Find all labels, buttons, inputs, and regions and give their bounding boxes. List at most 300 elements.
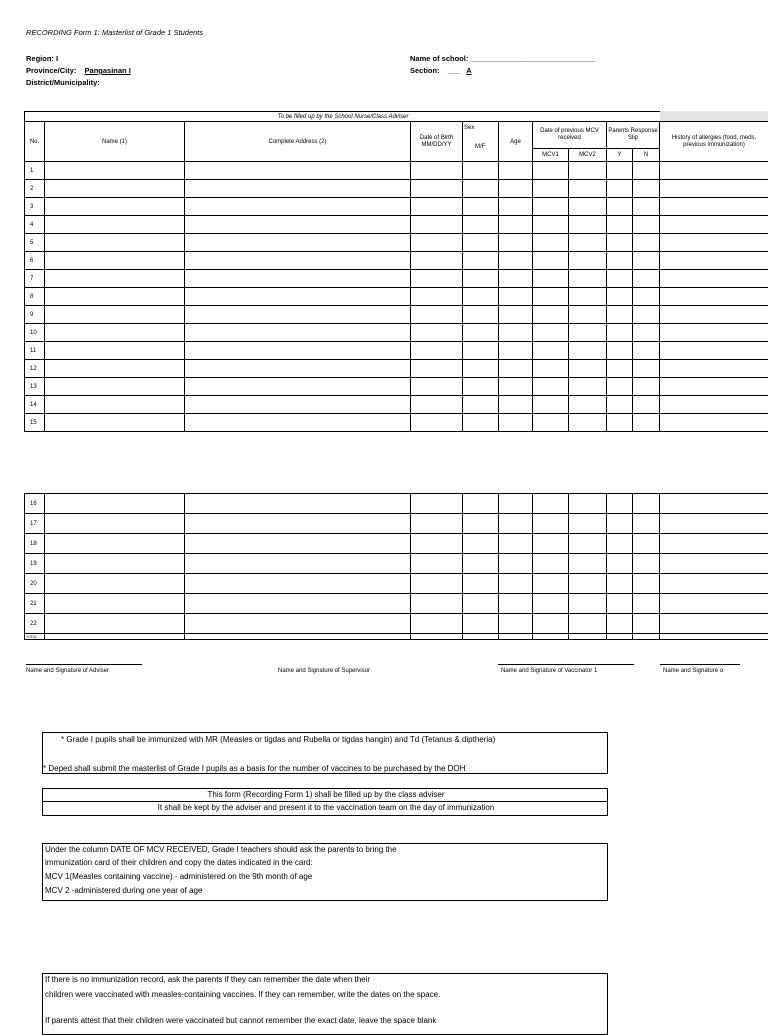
row-number: 17 [25, 514, 45, 534]
table-row [25, 234, 768, 252]
table-cell[interactable] [533, 180, 569, 198]
table-cell[interactable] [463, 414, 499, 432]
row-number: 13 [25, 378, 45, 396]
table-cell[interactable] [569, 554, 607, 574]
table-cell[interactable] [185, 396, 411, 414]
table-cell[interactable] [45, 234, 185, 252]
province-value: Pangasinan I [85, 66, 131, 75]
table-cell[interactable] [499, 270, 533, 288]
table-cell[interactable] [660, 180, 768, 198]
table-cell[interactable] [660, 534, 768, 554]
table-cell[interactable] [660, 514, 768, 534]
table-cell[interactable] [411, 634, 463, 640]
section-label: Section: [410, 66, 440, 75]
extra-signature-label: Name and Signature o [663, 668, 723, 674]
table-cell[interactable] [607, 342, 633, 360]
table-cell[interactable] [533, 198, 569, 216]
table-cell[interactable] [45, 494, 185, 514]
vaccinator-signature-label: Name and Signature of Vaccinator 1 [501, 668, 597, 674]
table-cell[interactable] [607, 514, 633, 534]
table-row [25, 252, 768, 270]
table-row [25, 378, 768, 396]
table-cell[interactable] [633, 494, 660, 514]
table-cell[interactable] [633, 198, 660, 216]
row-number: 5 [25, 234, 45, 252]
table-cell[interactable] [411, 614, 463, 634]
table-cell[interactable] [607, 554, 633, 574]
table-cell[interactable] [499, 234, 533, 252]
table-cell[interactable] [411, 342, 463, 360]
table-cell[interactable] [463, 216, 499, 234]
col-mcv-header: Date of previous MCV received [533, 122, 607, 149]
col-allergies-header: History of allergies (food, meds, previous immunization) [660, 122, 768, 162]
table-cell[interactable] [45, 198, 185, 216]
table-cell[interactable] [463, 634, 499, 640]
table-cell[interactable] [463, 252, 499, 270]
table-cell[interactable] [533, 324, 569, 342]
table-cell[interactable] [533, 252, 569, 270]
table-cell[interactable] [463, 574, 499, 594]
table-cell[interactable] [463, 162, 499, 180]
record-instruction-box [42, 973, 608, 1035]
table-cell[interactable] [633, 180, 660, 198]
table-cell[interactable] [411, 270, 463, 288]
table-cell[interactable] [533, 574, 569, 594]
table-row [25, 216, 768, 234]
table-cell[interactable] [660, 554, 768, 574]
form-instruction-box [42, 788, 608, 816]
table-row [25, 360, 768, 378]
table-cell[interactable] [660, 162, 768, 180]
table-cell[interactable] [607, 288, 633, 306]
table-caption: To be filled up by the School Nurse/Class Adviser [24, 111, 662, 122]
table-cell[interactable] [45, 306, 185, 324]
table-cell[interactable] [45, 574, 185, 594]
table-cell[interactable] [633, 252, 660, 270]
table-cell[interactable] [499, 514, 533, 534]
table-cell[interactable] [185, 306, 411, 324]
students-table-bottom [24, 493, 768, 640]
table-cell[interactable] [633, 216, 660, 234]
table-cell[interactable] [633, 360, 660, 378]
table-cell[interactable] [411, 288, 463, 306]
table-cell[interactable] [633, 614, 660, 634]
table-cell[interactable] [45, 216, 185, 234]
table-cell[interactable] [463, 270, 499, 288]
table-row [25, 342, 768, 360]
table-cell[interactable] [607, 306, 633, 324]
table-cell[interactable] [660, 396, 768, 414]
table-cell[interactable] [533, 534, 569, 554]
table-cell[interactable] [607, 216, 633, 234]
table-cell[interactable] [463, 324, 499, 342]
adviser-signature-line [26, 664, 142, 665]
mcv-line-2: immunization card of their children and copy the dates indicated in the card: [45, 858, 313, 867]
table-cell[interactable] [533, 554, 569, 574]
table-cell[interactable] [633, 162, 660, 180]
table-cell[interactable] [633, 306, 660, 324]
table-cell[interactable] [607, 534, 633, 554]
table-cell[interactable] [499, 594, 533, 614]
table-cell[interactable] [533, 162, 569, 180]
table-cell[interactable] [660, 270, 768, 288]
table-cell[interactable] [660, 288, 768, 306]
table-cell[interactable] [499, 342, 533, 360]
table-cell[interactable] [463, 198, 499, 216]
row-number: 21 [25, 594, 45, 614]
table-cell[interactable] [607, 414, 633, 432]
table-cell[interactable] [660, 378, 768, 396]
table-cell[interactable] [633, 574, 660, 594]
row-number: 1 [25, 162, 45, 180]
row-number: 7 [25, 270, 45, 288]
table-cell[interactable] [185, 180, 411, 198]
table-cell[interactable] [607, 574, 633, 594]
table-cell[interactable] [499, 198, 533, 216]
table-cell[interactable] [499, 614, 533, 634]
table-row [25, 162, 768, 180]
mcv-instruction-box [42, 843, 608, 901]
table-cell[interactable] [533, 342, 569, 360]
table-cell[interactable] [185, 288, 411, 306]
table-cell[interactable] [499, 414, 533, 432]
table-cell[interactable] [633, 270, 660, 288]
table-cell[interactable] [185, 342, 411, 360]
table-cell[interactable] [607, 614, 633, 634]
table-cell[interactable] [45, 180, 185, 198]
table-cell[interactable] [569, 234, 607, 252]
table-cell[interactable] [569, 306, 607, 324]
table-cell[interactable] [463, 396, 499, 414]
table-cell[interactable] [411, 494, 463, 514]
table-cell[interactable] [463, 534, 499, 554]
col-no-header: No. [25, 122, 45, 162]
table-cell[interactable] [533, 494, 569, 514]
table-cell[interactable] [185, 594, 411, 614]
table-cell[interactable] [463, 180, 499, 198]
table-cell[interactable] [633, 342, 660, 360]
table-cell[interactable] [499, 378, 533, 396]
table-cell[interactable] [569, 180, 607, 198]
table-cell[interactable] [633, 594, 660, 614]
table-cell[interactable] [607, 198, 633, 216]
table-row [25, 514, 768, 534]
form-title: RECORDING Form 1: Masterlist of Grade 1 Students [26, 28, 203, 37]
section-line [410, 66, 472, 75]
table-cell[interactable] [660, 342, 768, 360]
vaccinator-signature-line [498, 664, 634, 665]
table-cell[interactable] [411, 198, 463, 216]
row-number: 2 [25, 180, 45, 198]
table-cell[interactable] [499, 534, 533, 554]
table-cell[interactable] [45, 534, 185, 554]
table-cell[interactable] [569, 534, 607, 554]
table-cell[interactable] [607, 252, 633, 270]
table-cell[interactable] [185, 360, 411, 378]
row-number: 8 [25, 288, 45, 306]
table-cell[interactable] [569, 594, 607, 614]
table-cell[interactable] [463, 306, 499, 324]
section-blank: ___ [448, 66, 461, 75]
table-cell[interactable] [533, 288, 569, 306]
table-cell[interactable] [533, 306, 569, 324]
table-cell[interactable] [569, 396, 607, 414]
students-table-top [24, 121, 768, 432]
row-number: 16 [25, 494, 45, 514]
note-deped: * Deped shall submit the masterlist of Grade I pupils as a basis for the number of vaccines to be purchased by the DOH [43, 764, 465, 773]
table-cell[interactable] [185, 514, 411, 534]
table-cell[interactable] [45, 554, 185, 574]
col-address-header: Complete Address (2) [185, 122, 411, 162]
table-cell[interactable] [569, 162, 607, 180]
table-cell[interactable] [533, 234, 569, 252]
table-cell[interactable] [569, 216, 607, 234]
table-cell[interactable] [463, 514, 499, 534]
table-cell[interactable] [45, 378, 185, 396]
table-cell[interactable] [499, 288, 533, 306]
table-row [25, 270, 768, 288]
table-cell[interactable] [499, 306, 533, 324]
table-cell[interactable] [45, 514, 185, 534]
table-cell[interactable] [533, 396, 569, 414]
col-dob-header: Date of Birth MM/DD/YY [411, 122, 463, 162]
table-cell[interactable] [185, 414, 411, 432]
table-cell[interactable] [569, 634, 607, 640]
table-cell[interactable] [633, 634, 660, 640]
table-cell[interactable] [499, 396, 533, 414]
table-cell[interactable] [411, 378, 463, 396]
table-cell[interactable] [660, 234, 768, 252]
table-cell[interactable] [607, 270, 633, 288]
table-cell[interactable] [185, 324, 411, 342]
table-cell[interactable] [607, 634, 633, 640]
table-cell[interactable] [463, 342, 499, 360]
table-cell[interactable] [185, 554, 411, 574]
table-cell[interactable] [660, 574, 768, 594]
table-cell[interactable] [45, 270, 185, 288]
table-row [25, 574, 768, 594]
col-n-header: N [633, 149, 660, 162]
table-cell[interactable] [463, 554, 499, 574]
table-cell[interactable] [569, 252, 607, 270]
table-cell[interactable] [411, 396, 463, 414]
row-number: TOTAL [25, 634, 45, 640]
table-row [25, 594, 768, 614]
table-cell[interactable] [463, 360, 499, 378]
table-cell[interactable] [499, 494, 533, 514]
table-cell[interactable] [660, 198, 768, 216]
table-cell[interactable] [185, 234, 411, 252]
table-cell[interactable] [569, 494, 607, 514]
table-cell[interactable] [569, 198, 607, 216]
table-cell[interactable] [607, 162, 633, 180]
table-cell[interactable] [463, 234, 499, 252]
table-cell[interactable] [411, 234, 463, 252]
table-cell[interactable] [45, 414, 185, 432]
table-cell[interactable] [660, 360, 768, 378]
table-cell[interactable] [185, 216, 411, 234]
table-cell[interactable] [185, 198, 411, 216]
row-number: 11 [25, 342, 45, 360]
table-cell[interactable] [607, 180, 633, 198]
table-cell[interactable] [633, 288, 660, 306]
table-cell[interactable] [533, 216, 569, 234]
table-cell[interactable] [633, 396, 660, 414]
table-cell[interactable] [569, 514, 607, 534]
table-row [25, 614, 768, 634]
table-cell[interactable] [499, 252, 533, 270]
table-cell[interactable] [569, 614, 607, 634]
table-cell[interactable] [185, 614, 411, 634]
table-cell[interactable] [45, 594, 185, 614]
table-cell[interactable] [185, 378, 411, 396]
table-cell[interactable] [499, 180, 533, 198]
table-cell[interactable] [463, 594, 499, 614]
table-cell[interactable] [607, 234, 633, 252]
table-row [25, 306, 768, 324]
table-cell[interactable] [633, 554, 660, 574]
table-cell[interactable] [660, 614, 768, 634]
table-cell[interactable] [45, 288, 185, 306]
table-cell[interactable] [607, 494, 633, 514]
table-row [25, 414, 768, 432]
table-cell[interactable] [499, 162, 533, 180]
table-cell[interactable] [533, 634, 569, 640]
table-cell[interactable] [499, 574, 533, 594]
table-cell[interactable] [411, 534, 463, 554]
table-cell[interactable] [185, 574, 411, 594]
table-cell[interactable] [463, 378, 499, 396]
table-cell[interactable] [411, 216, 463, 234]
row-number: 18 [25, 534, 45, 554]
table-cell[interactable] [569, 414, 607, 432]
table-cell[interactable] [185, 634, 411, 640]
table-cell[interactable] [533, 270, 569, 288]
table-cell[interactable] [533, 414, 569, 432]
table-cell[interactable] [633, 534, 660, 554]
table-cell[interactable] [185, 534, 411, 554]
table-cell[interactable] [633, 378, 660, 396]
school-label: Name of school: [410, 54, 468, 63]
adviser-signature-label: Name and Signature of Adviser [26, 668, 109, 674]
table-cell[interactable] [569, 360, 607, 378]
table-cell[interactable] [607, 396, 633, 414]
total-row [25, 634, 768, 640]
table-cell[interactable] [185, 162, 411, 180]
table-cell[interactable] [45, 342, 185, 360]
table-cell[interactable] [45, 396, 185, 414]
table-cell[interactable] [660, 414, 768, 432]
table-cell[interactable] [45, 360, 185, 378]
table-cell[interactable] [411, 514, 463, 534]
table-cell[interactable] [569, 378, 607, 396]
table-cell[interactable] [411, 252, 463, 270]
region-label: Region: [26, 54, 54, 63]
table-cell[interactable] [569, 270, 607, 288]
table-cell[interactable] [45, 634, 185, 640]
mcv-line-4: MCV 2 -administered during one year of age [45, 886, 202, 895]
table-cell[interactable] [411, 594, 463, 614]
table-cell[interactable] [45, 162, 185, 180]
table-cell[interactable] [569, 288, 607, 306]
table-cell[interactable] [499, 324, 533, 342]
row-number: 9 [25, 306, 45, 324]
table-cell[interactable] [411, 324, 463, 342]
table-cell[interactable] [569, 324, 607, 342]
table-cell[interactable] [411, 414, 463, 432]
table-cell[interactable] [660, 306, 768, 324]
table-cell[interactable] [607, 360, 633, 378]
table-cell[interactable] [660, 216, 768, 234]
table-cell[interactable] [607, 378, 633, 396]
table-row [25, 554, 768, 574]
table-cell[interactable] [569, 574, 607, 594]
table-cell[interactable] [633, 324, 660, 342]
table-cell[interactable] [660, 594, 768, 614]
table-cell[interactable] [607, 324, 633, 342]
table-cell[interactable] [45, 614, 185, 634]
table-cell[interactable] [185, 270, 411, 288]
table-cell[interactable] [185, 494, 411, 514]
region-line [26, 54, 58, 63]
table-cell[interactable] [533, 360, 569, 378]
table-cell[interactable] [533, 614, 569, 634]
table-row [25, 494, 768, 514]
table-cell[interactable] [411, 360, 463, 378]
table-cell[interactable] [463, 614, 499, 634]
table-cell[interactable] [499, 360, 533, 378]
table-cell[interactable] [660, 252, 768, 270]
table-cell[interactable] [45, 252, 185, 270]
table-cell[interactable] [463, 288, 499, 306]
table-cell[interactable] [533, 594, 569, 614]
table-cell[interactable] [660, 324, 768, 342]
table-cell[interactable] [569, 342, 607, 360]
table-row [25, 324, 768, 342]
table-cell[interactable] [411, 554, 463, 574]
table-cell[interactable] [411, 574, 463, 594]
table-cell[interactable] [499, 554, 533, 574]
table-cell[interactable] [660, 634, 768, 640]
table-cell[interactable] [411, 162, 463, 180]
row-number: 20 [25, 574, 45, 594]
province-line [26, 66, 131, 75]
mcv-line-3: MCV 1(Measles containing vaccine) - administered on the 9th month of age [45, 872, 312, 881]
table-cell[interactable] [660, 494, 768, 514]
table-cell[interactable] [633, 514, 660, 534]
table-cell[interactable] [607, 594, 633, 614]
row-number: 4 [25, 216, 45, 234]
province-label: Province/City: [26, 66, 76, 75]
form-line-2: It shall be kept by the adviser and present it to the vaccination team on the day of immunization [45, 803, 607, 812]
table-cell[interactable] [633, 234, 660, 252]
table-cell[interactable] [533, 378, 569, 396]
table-cell[interactable] [411, 306, 463, 324]
table-cell[interactable] [633, 414, 660, 432]
record-line-2: children were vaccinated with measles-containing vaccines. If they can remember, write the dates on the space. [45, 990, 440, 999]
col-y-header: Y [607, 149, 633, 162]
table-cell[interactable] [533, 514, 569, 534]
table-cell[interactable] [185, 252, 411, 270]
table-cell[interactable] [411, 180, 463, 198]
table-cell[interactable] [45, 324, 185, 342]
table-cell[interactable] [463, 494, 499, 514]
table-cell[interactable] [499, 216, 533, 234]
region-value: I [56, 54, 58, 63]
note-mr-td: * Grade I pupils shall be immunized with MR (Measles or tigdas and Rubella or tigdas hangin) and Td (Tetanus & diptheria) [61, 735, 495, 744]
col-sex-sub: M/F [475, 144, 485, 150]
table-cell[interactable] [499, 634, 533, 640]
